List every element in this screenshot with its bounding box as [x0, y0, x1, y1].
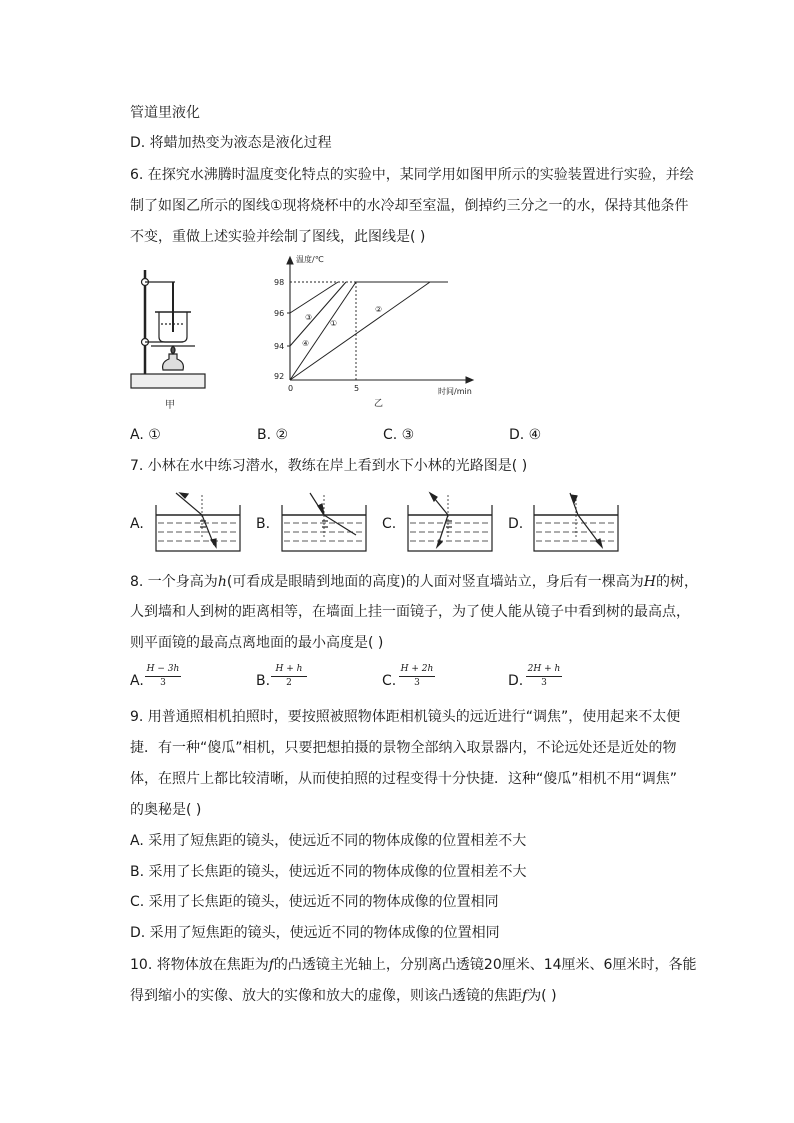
light-path-diagram-c — [404, 489, 496, 555]
q10-text-part-b: 的凸透镜主光轴上，分别离凸透镜20厘米、14厘米、6厘米时，各能 — [273, 957, 697, 973]
q9-option-a: A. 采用了短焦距的镜头，使远近不同的物体成像的位置相差不大 — [130, 833, 527, 849]
q8-option-b-fraction — [269, 664, 309, 689]
graph-tick-92: 92 — [274, 372, 285, 381]
light-path-diagram-a — [152, 489, 244, 555]
q8-option-d-denominator: 3 — [541, 678, 547, 688]
graph-line-label-3: ③ — [305, 313, 313, 322]
q9-text-line-4: 的奥秘是( ) — [130, 802, 202, 818]
q10-var-f-2: f — [522, 988, 528, 1004]
q7-option-a-label: A. — [130, 516, 144, 532]
q8-option-b-numerator: H + h — [275, 664, 303, 674]
q7-option-d-label: D. — [508, 516, 524, 532]
graph-x-label: 时间/min — [438, 387, 472, 396]
q9-option-d: D. 采用了短焦距的镜头，使远近不同的物体成像的位置相同 — [130, 925, 500, 941]
q8-text-part-c: 的树， — [656, 574, 698, 590]
q7-option-b-label: B. — [256, 516, 271, 532]
graph-tick-98: 98 — [274, 278, 285, 287]
q6-option-b: B. ② — [257, 427, 289, 443]
q8-option-a-numerator: H − 3h — [146, 664, 180, 674]
light-path-diagram-b — [278, 489, 370, 555]
q10-text-part-c: 得到缩小的实像、放大的实像和放大的虚像，则该凸透镜的焦距 — [130, 988, 522, 1004]
light-path-diagram-d — [530, 489, 622, 555]
q8-option-d-label: D. — [508, 673, 524, 689]
q6-option-a: A. ① — [130, 427, 161, 443]
q5-text-line: 管道里液化 — [130, 105, 200, 121]
q9-option-b: B. 采用了长焦距的镜头，使远近不同的物体成像的位置相差不大 — [130, 864, 527, 880]
q8-option-c-fraction — [397, 664, 437, 689]
q8-option-c-label: C. — [382, 673, 397, 689]
q9-text-line-1: 9. 用普通照相机拍照时，要按照被照物体距相机镜头的远近进行“调焦”，使用起来不太便 — [130, 709, 681, 725]
graph-y-label: 温度/℃ — [296, 255, 324, 264]
q8-text-part-b: (可看成是眼睛到地面的高度)的人面对竖直墙站立，身后有一棵高为 — [226, 574, 644, 590]
q8-option-b-label: B. — [256, 673, 271, 689]
q8-option-a-label: A. — [130, 673, 144, 689]
graph-line-label-2: ② — [375, 305, 383, 314]
q6-text-line-2: 制了如图乙所示的图线①现将烧杯中的水冷却至室温，倒掉约三分之一的水，保持其他条件 — [130, 198, 689, 214]
graph-tick-5: 5 — [354, 384, 360, 393]
q10-text-part-d: 为( ) — [527, 988, 557, 1004]
q10-text-line-2 — [130, 986, 557, 1006]
q8-text-line-1 — [130, 572, 698, 592]
q9-text-line-3: 体，在照片上都比较清晰，从而使拍照的过程变得十分快捷．这种“傻瓜”相机不用“调焦” — [130, 771, 678, 787]
graph-origin: 0 — [288, 384, 294, 393]
q9-option-c: C. 采用了长焦距的镜头，使远近不同的物体成像的位置相同 — [130, 894, 499, 910]
q8-option-a-fraction — [143, 664, 183, 689]
q8-text-part-a: 8. 一个身高为 — [130, 574, 218, 590]
q7-option-c-label: C. — [382, 516, 397, 532]
graph-line-label-1: ① — [330, 319, 338, 328]
q6-text-line-3: 不变，重做上述实验并绘制了图线，此图线是( ) — [130, 229, 426, 245]
q10-text-line-1 — [130, 955, 696, 975]
graph-line-label-4: ④ — [302, 339, 310, 348]
q6-text-line-1: 6. 在探究水沸腾时温度变化特点的实验中，某同学用如图甲所示的实验装置进行实验，并绘 — [130, 167, 694, 183]
q8-option-c-denominator: 3 — [414, 678, 420, 688]
q8-option-d-numerator: 2H + h — [527, 664, 561, 674]
graph-caption: 乙 — [374, 399, 384, 409]
q9-text-line-2: 捷．有一种“傻瓜”相机，只要把想拍摄的景物全部纳入取景器内，不论远处还是近处的物 — [130, 740, 677, 756]
q8-text-line-2: 人到墙和人到树的距离相等，在墙面上挂一面镜子，为了使人能从镜子中看到树的最高点， — [130, 604, 690, 620]
q10-var-f: f — [268, 957, 274, 973]
q7-text-line-1: 7. 小林在水中练习潜水，教练在岸上看到水下小林的光路图是( ) — [130, 458, 528, 474]
q10-text-part-a: 10. 将物体放在焦距为 — [130, 957, 269, 973]
q8-text-line-3: 则平面镜的最高点离地面的最小高度是( ) — [130, 635, 384, 651]
q8-var-h: h — [217, 574, 227, 590]
q6-option-c: C. ③ — [383, 427, 415, 443]
graph-tick-96: 96 — [274, 309, 285, 318]
q6-option-d: D. ④ — [509, 427, 542, 443]
q8-option-d-fraction — [524, 664, 564, 689]
temperature-graph — [268, 252, 498, 410]
q8-option-a-denominator: 3 — [160, 678, 166, 688]
graph-tick-94: 94 — [274, 342, 285, 351]
q5-option-d: D. 将蜡加热变为液态是液化过程 — [130, 135, 332, 151]
q8-option-c-numerator: H + 2h — [400, 664, 434, 674]
q8-var-H: H — [643, 574, 656, 590]
apparatus-figure — [125, 262, 210, 412]
figure-jia-caption: 甲 — [165, 400, 175, 411]
q8-option-b-denominator: 2 — [286, 678, 292, 688]
